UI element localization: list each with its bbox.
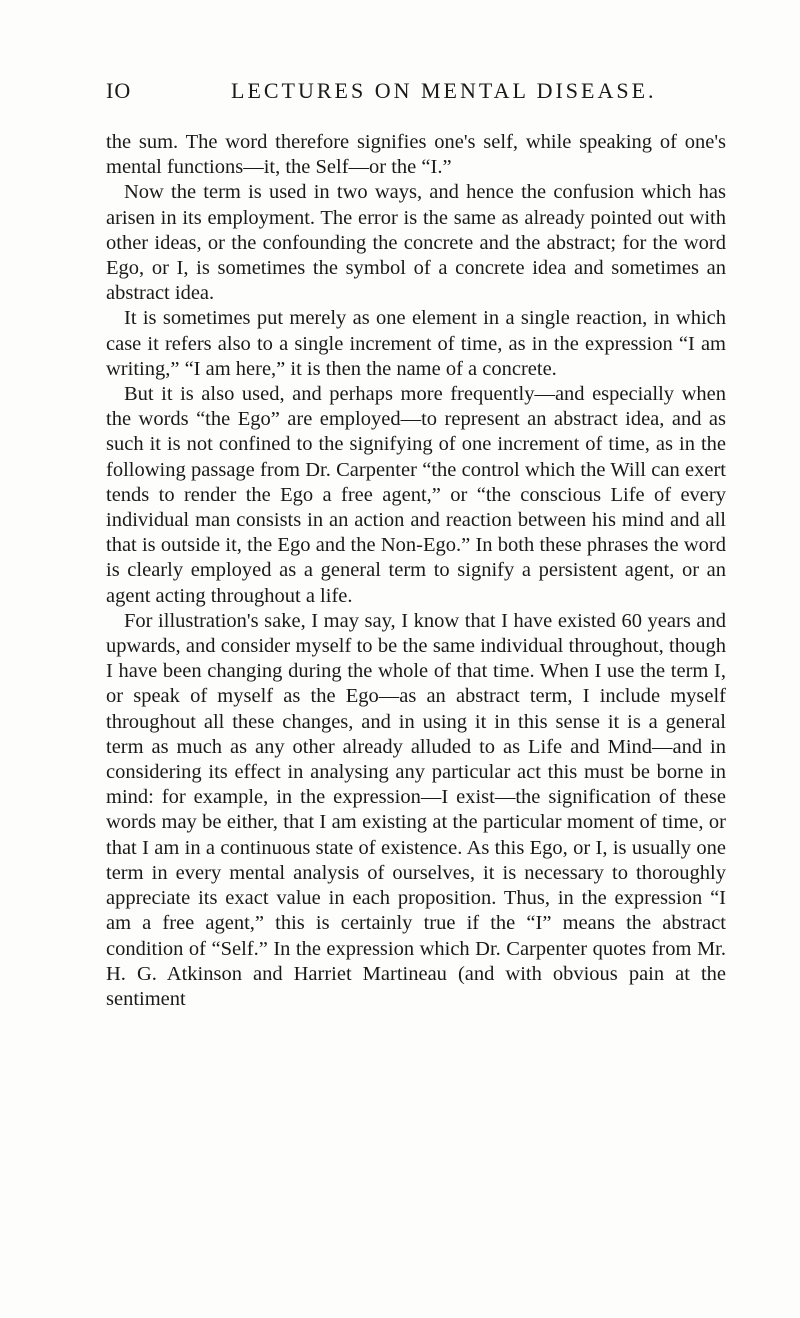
page-header	[106, 78, 726, 108]
page-number: IO	[106, 78, 132, 103]
body-text	[106, 130, 726, 1012]
paragraph: But it is also used, and perhaps more frequently—and especially when the words “the Ego” are employed—to represent an abstract idea, and as such it is not confined to the signifying of one increment of time, as in the following passage from Dr. Carpenter “the control which the Will can exert tends to render the Ego a free agent,” or “the conscious Life of every individual man consists in an action and reaction between his mind and all that is outside it, the Ego and the Non-Ego.” In both these phrases the word is clearly employed as a general term to signify a persistent agent, or an agent acting throughout a life.	[106, 383, 726, 607]
running-head: LECTURES ON MENTAL DISEASE.	[231, 78, 657, 103]
paragraph: It is sometimes put merely as one element in a single reaction, in which case it refers also to a single increment of time, as in the expression “I am writing,” “I am here,” it is then the name of a concrete.	[106, 307, 726, 380]
paragraph: the sum. The word therefore signifies one's self, while speaking of one's mental functions—it, the Self—or the “I.”	[106, 131, 726, 179]
paragraph: For illustration's sake, I may say, I know that I have existed 60 years and upwards, and consider myself to be the same individual throughout, though I have been changing during the whole of that time. When I use the term I, or speak of myself as the Ego—as an abstract term, I include myself throughout all these changes, and in using it in this sense it is a general term as much as any other already alluded to as Life and Mind—and in considering its effect in analysing any particular act this must be borne in mind: for example, in the expression—I exist—the signification of these words may be either, that I am existing at the particular moment of time, or that I am in a continuous state of existence. As this Ego, or I, is usually one term in every mental analysis of ourselves, it is necessary to thoroughly appreciate its exact value in each proposition. Thus, in the expression “I am a free agent,” this is certainly true if the “I” means the abstract condition of “Self.” In the expression which Dr. Carpenter quotes from Mr. H. G. Atkinson and Harriet Martineau (and with obvious pain at the sentiment	[106, 609, 726, 1010]
paragraph: Now the term is used in two ways, and hence the confusion which has arisen in its employment. The error is the same as already pointed out with other ideas, or the confounding the concrete and the abstract; for the word Ego, or I, is sometimes the symbol of a concrete idea and sometimes an abstract idea.	[106, 181, 726, 305]
